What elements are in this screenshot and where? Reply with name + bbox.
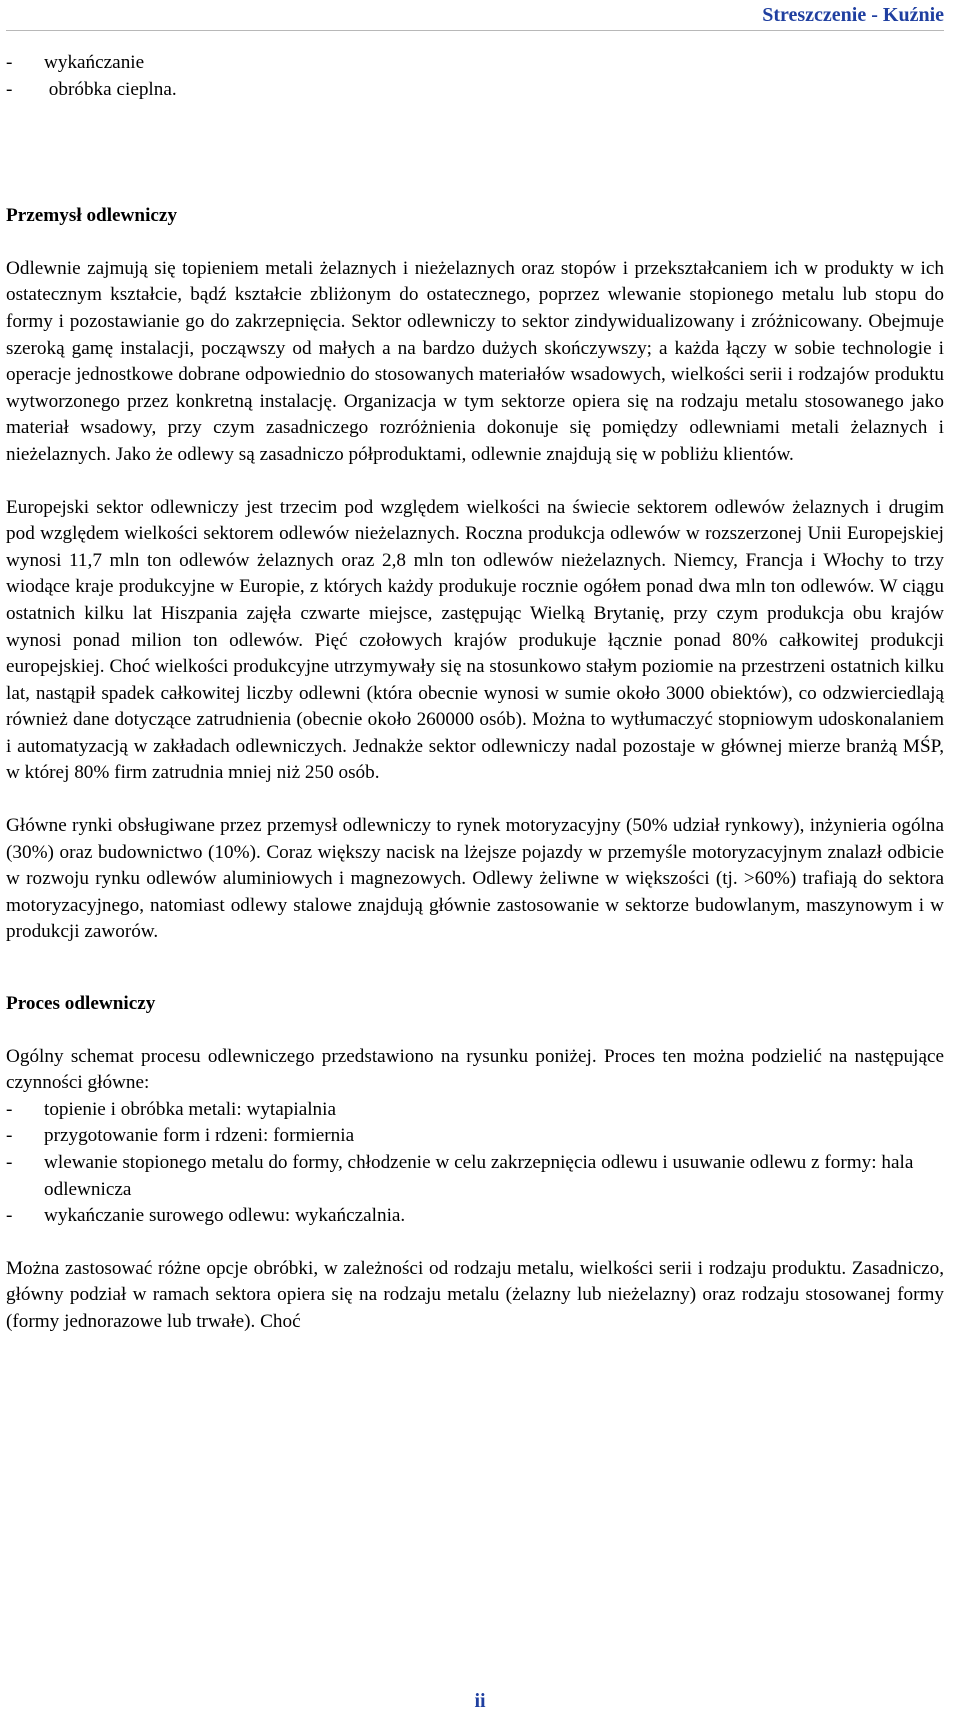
list-item <box>6 77 944 104</box>
section-heading-foundry-process: Proces odlewniczy <box>6 993 156 1015</box>
paragraph: Europejski sektor odlewniczy jest trzecim pod względem wielkości na świecie sektorem odlewów żelaznych i drugim pod względem wielkości sektorem odlewów nieżelaznych. Roczna produkcja odlewów w rozszerzonej Unii Europejskiej wynosi 11,7 mln ton odlewów żelaznych oraz 2,8 mln ton odlewów nieżelaznych. Niemcy, Francja i Włochy to trzy wiodące kraje produkcyjne w Europie, z których każdy produkuje rocznie ogółem ponad dwa mln ton odlewów. W ciągu ostatnich kilku lat Hiszpania zajęła czwarte miejsce, zastępując Wielką Brytanię, przy czym produkcja obu krajów wynosi ponad milion ton odlewów. Pięć czołowych krajów produkuje łącznie ponad 80% całkowitej produkcji europejskiej. Choć wielkości produkcyjne utrzymywały się na stosunkowo stałym poziomie na przestrzeni ostatnich kilku lat, nastąpił spadek całkowitej liczby odlewni (która obecnie wynosi w sumie około 3000 obiektów), co odzwierciedlają również dane dotyczące zatrudnienia (obecnie około 260000 osób). Można to wytłumaczyć stopniowym udoskonalaniem i automatyzacją w zakładach odlewniczych. Jednakże sektor odlewniczy nadal pozostaje w głównej mierze branżą MŚP, w której 80% firm zatrudnia mniej niż 250 osób. <box>6 496 944 784</box>
header-title: Streszczenie - Kuźnie <box>762 4 944 26</box>
page-header <box>6 4 944 31</box>
spacer <box>6 469 944 495</box>
list-item-text: wykańczanie surowego odlewu: wykańczalnia. <box>44 1205 406 1227</box>
section-heading-foundry-industry: Przemysł odlewniczy <box>6 205 178 227</box>
list-item-text: obróbka cieplna. <box>44 78 177 100</box>
dash-bullet: - <box>6 1205 13 1227</box>
list-item <box>6 1203 944 1230</box>
list-item <box>6 1150 944 1203</box>
paragraph: Można zastosować różne opcje obróbki, w zależności od rodzaju metalu, wielkości serii i rodzaju produktu. Zasadniczo, główny podział w ramach sektora opiera się na rodzaju metalu (żelazny lub nieżelazny) oraz rodzaju stosowanej formy (formy jednorazowe lub trwałe). Choć <box>6 1257 944 1332</box>
paragraph: Ogólny schemat procesu odlewniczego przedstawiono na rysunku poniżej. Proces ten można podzielić na następujące czynności główne: <box>6 1045 944 1094</box>
list-item <box>6 50 944 77</box>
spacer <box>6 946 944 991</box>
dash-bullet: - <box>6 52 13 73</box>
list-item <box>6 1123 944 1150</box>
list-item-text: wykańczanie <box>44 52 145 73</box>
list-item-text: topienie i obróbka metali: wytapialnia <box>44 1098 336 1120</box>
spacer <box>6 1018 944 1044</box>
spacer <box>6 787 944 813</box>
page-number <box>0 1690 960 1713</box>
spacer <box>6 230 944 256</box>
top-list <box>6 50 944 103</box>
dash-bullet: - <box>6 1152 13 1173</box>
paragraph: Główne rynki obsługiwane przez przemysł odlewniczy to rynek motoryzacyjny (50% udział rynkowy), inżynieria ogólna (30%) oraz budownictwo (10%). Coraz większy nacisk na lżejsze pojazdy w przemyśle motoryzacyjnym znalazł odbicie w rozwoju rynku odlewów aluminiowych i magnezowych. Odlewy żeliwne w większości (tj. >60%) trafiają do sektora motoryzacyjnego, natomiast odlewy stalowe znajdują głównie zastosowanie w sektorze budowlanym, maszynowym i w produkcji zaworów. <box>6 815 944 943</box>
list-item <box>6 1097 944 1124</box>
spacer <box>6 103 944 203</box>
paragraph: Odlewnie zajmują się topieniem metali żelaznych i nieżelaznych oraz stopów i przekształcaniem ich w produkty w ich ostatecznym kształcie, bądź kształcie zbliżonym do ostatecznego, poprzez wlewanie stopionego metalu lub stopu do formy i pozostawianie go do zakrzepnięcia. Sektor odlewniczy to sektor zindywidualizowany i zróżnicowany. Obejmuje szeroką gamę instalacji, począwszy od małych a na bardzo dużych skończywszy; a każda łączy w sobie technologie i operacje jednostkowe dobrane odpowiednio do stosowanych materiałów wsadowych, wielkości serii i rodzajów produktu wytworzonego przez konkretną instalację. Organizacja w tym sektorze opiera się na rodzaju metalu stosowanego jako materiał wsadowy, przy czym zasadniczego rozróżnienia dokonuje się pomiędzy odlewniami metali żelaznych i nieżelaznych. Jako że odlewy są zasadniczo półproduktami, odlewnie znajdują się w pobliżu klientów. <box>6 257 944 465</box>
document-body <box>6 50 944 1336</box>
list-item-text: przygotowanie form i rdzeni: formiernia <box>44 1125 355 1147</box>
dash-bullet: - <box>6 1098 13 1120</box>
list-item-text: wlewanie stopionego metalu do formy, chłodzenie w celu zakrzepnięcia odlewu i usuwanie odlewu z formy: hala odlewnicza <box>44 1152 914 1200</box>
dash-bullet: - <box>6 1125 13 1147</box>
page-number-text: ii <box>474 1690 486 1712</box>
spacer <box>6 1230 944 1256</box>
process-list <box>6 1097 944 1230</box>
dash-bullet: - <box>6 78 13 100</box>
